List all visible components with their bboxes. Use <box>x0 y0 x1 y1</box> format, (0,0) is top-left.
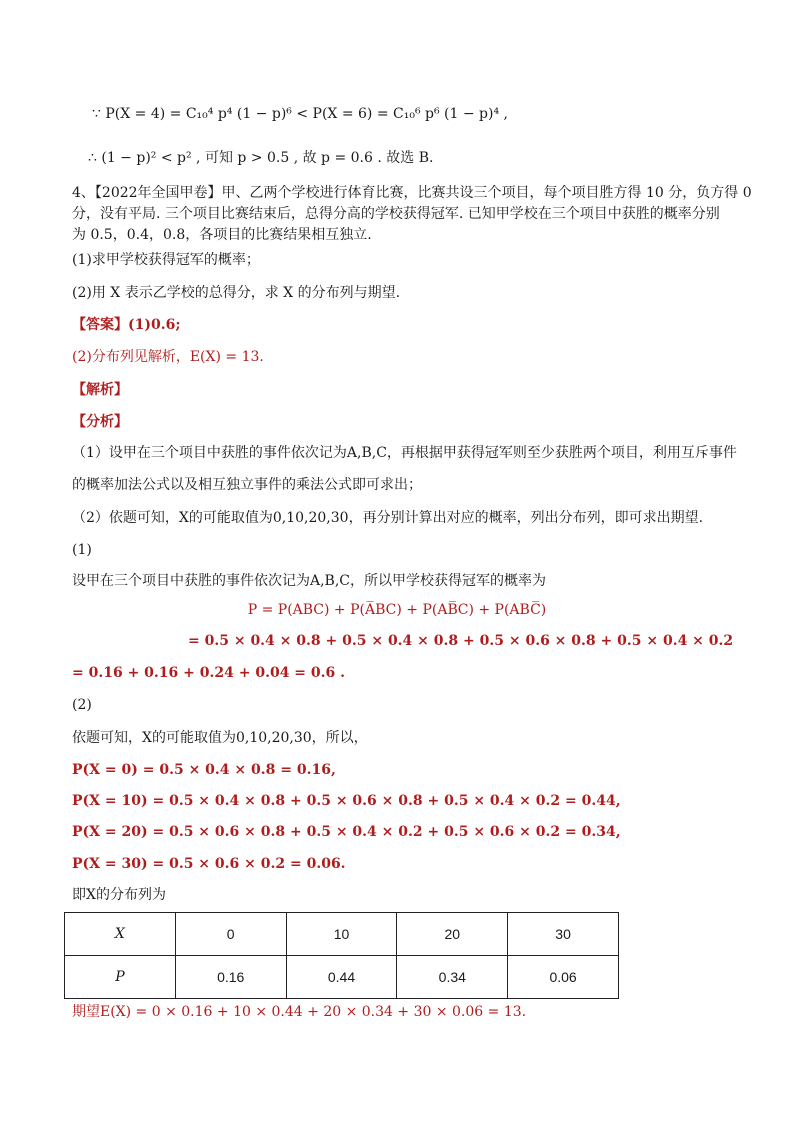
answer-part-1: (1)0.6; <box>128 317 181 333</box>
question-part-1: (1)求甲学校获得冠军的概率； <box>72 252 260 268</box>
table-cell: P <box>65 956 176 999</box>
answer-part-2: (2)分布列见解析，E(X) = 13. <box>72 349 264 365</box>
solution-2-label: (2) <box>72 697 92 713</box>
table-cell: 0.34 <box>397 956 508 999</box>
solution-1-label: (1) <box>72 542 92 558</box>
fenxi-line-2: 的概率加法公式以及相互独立事件的乘法公式即可求出； <box>72 477 422 493</box>
table-cell: 0 <box>175 913 286 956</box>
question-line-2: 分，没有平局. 三个项目比赛结束后，总得分高的学校获得冠军. 已知甲学校在三个项目中获胜的概率分别 <box>72 206 720 222</box>
solution-1-equation-2: = 0.5 × 0.4 × 0.8 + 0.5 × 0.4 × 0.8 + 0.5 × 0.6 × 0.8 + 0.5 × 0.4 × 0.2 <box>188 633 734 649</box>
table-row <box>65 956 619 999</box>
table-cell: 30 <box>508 913 619 956</box>
prev-solution-line-2: ∴ (1 − p)² < p² , 可知 p > 0.5 , 故 p = 0.6 . 故选 B. <box>88 150 434 166</box>
question-part-2: (2)用 X 表示乙学校的总得分，求 X 的分布列与期望. <box>72 285 401 301</box>
table-cell: 0.16 <box>175 956 286 999</box>
expectation-line <box>72 1002 526 1022</box>
solution-1-text: 设甲在三个项目中获胜的事件依次记为A,B,C，所以甲学校获得冠军的概率为 <box>72 573 547 589</box>
fenxi-line-1: （1）设甲在三个项目中获胜的事件依次记为A,B,C，再根据甲获得冠军则至少获胜两个项目，利用互斥事件 <box>72 445 737 461</box>
prev-solution-line-1: ∵ P(X = 4) = C₁₀⁴ p⁴ (1 − p)⁶ < P(X = 6) = C₁₀⁶ p⁶ (1 − p)⁴ , <box>92 106 508 122</box>
solution-1-equation-3: = 0.16 + 0.16 + 0.24 + 0.04 = 0.6 . <box>72 665 346 681</box>
fenxi-tag: 【分析】 <box>72 414 128 430</box>
analysis-tag: 【解析】 <box>72 382 128 398</box>
table-cell: 10 <box>286 913 397 956</box>
question-line-3: 为 0.5，0.4，0.8，各项目的比赛结果相互独立. <box>72 227 372 243</box>
answer-tag: 【答案】 <box>72 317 128 333</box>
prob-x-20: P(X = 20) = 0.5 × 0.6 × 0.8 + 0.5 × 0.4 × 0.2 + 0.5 × 0.6 × 0.2 = 0.34, <box>72 824 621 840</box>
table-cell: X <box>65 913 176 956</box>
answer-line-1 <box>72 315 181 335</box>
prob-x-10: P(X = 10) = 0.5 × 0.4 × 0.8 + 0.5 × 0.6 × 0.8 + 0.5 × 0.4 × 0.2 = 0.44, <box>72 793 621 809</box>
prob-x-0: P(X = 0) = 0.5 × 0.4 × 0.8 = 0.16, <box>72 762 336 778</box>
solution-1-equation-1: P = P(ABC) + P(A̅BC) + P(AB̅C) + P(ABC̅) <box>247 602 547 618</box>
table-cell: 20 <box>397 913 508 956</box>
table-row <box>65 913 619 956</box>
solution-2-text: 依题可知，X的可能取值为0,10,20,30，所以， <box>72 730 368 746</box>
expectation-text: 期望E(X) = 0 × 0.16 + 10 × 0.44 + 20 × 0.34 + 30 × 0.06 = 13. <box>72 1004 527 1020</box>
table-cell: 0.06 <box>508 956 619 999</box>
prob-x-30: P(X = 30) = 0.5 × 0.6 × 0.2 = 0.06. <box>72 856 346 872</box>
table-cell: 0.44 <box>286 956 397 999</box>
distribution-table <box>64 912 619 999</box>
question-line-1: 4、【2022年全国甲卷】甲、乙两个学校进行体育比赛，比赛共设三个项目，每个项目胜方得 10 分，负方得 0 <box>72 185 752 201</box>
distribution-intro: 即X的分布列为 <box>72 887 166 903</box>
fenxi-line-3: （2）依题可知，X的可能取值为0,10,20,30，再分别计算出对应的概率，列出分布列，即可求出期望. <box>72 510 704 526</box>
